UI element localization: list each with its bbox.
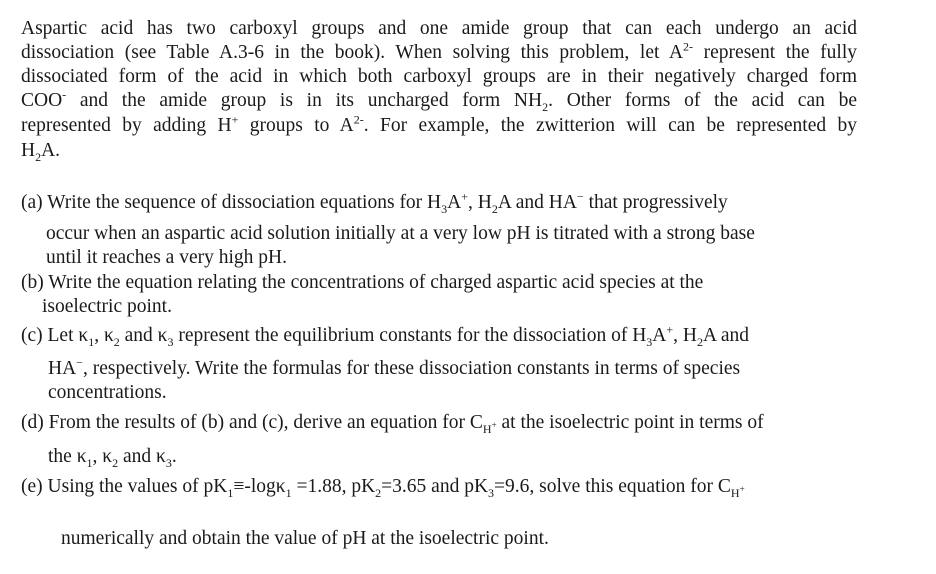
part-c-text: HA — [48, 358, 77, 379]
part-d-text: . — [171, 446, 177, 467]
part-c-line-2 — [48, 355, 741, 380]
intro-text: . Other forms of the acid can be — [548, 90, 857, 111]
superscript-plus: + — [491, 419, 497, 430]
part-c-text: , κ — [94, 325, 114, 346]
part-d-line-2 — [48, 446, 177, 468]
intro-text: dissociation (see Table A.3-6 in the book). When solving this problem, let A — [21, 42, 684, 63]
part-c-text: A — [652, 325, 667, 346]
subscript — [730, 483, 745, 500]
intro-text: . For example, the zwitterion will can be represented by — [363, 115, 857, 136]
part-e-text: numerically and obtain the value of pH at the isoelectric point. — [61, 528, 549, 549]
part-e-line-2 — [61, 528, 549, 550]
part-c-text: and κ — [119, 325, 168, 346]
subscript: 3 — [167, 334, 174, 349]
intro-text: groups to A — [238, 115, 354, 136]
subscript: 2 — [35, 149, 42, 164]
subscript: 2 — [375, 485, 382, 500]
intro-line-5 — [21, 112, 857, 137]
subscript: 2 — [697, 334, 703, 349]
part-d-text: at the isoelectric point in terms of — [496, 412, 764, 433]
intro-text: Aspartic acid has two carboxyl groups and one amide group that can each undergo an acid — [21, 18, 857, 39]
part-e-text: ≡-logκ — [233, 476, 286, 497]
part-a-line-3 — [46, 247, 287, 269]
part-e-text: (e) Using the values of pK — [21, 476, 228, 497]
part-e-line-1 — [21, 476, 745, 498]
intro-line-3 — [21, 66, 857, 88]
part-a-text: occur when an aspartic acid solution initially at a very low pH is titrated with a strong base — [46, 223, 755, 244]
intro-line-4 — [21, 87, 857, 114]
subscript: 1 — [285, 485, 292, 500]
part-d-text: the κ — [48, 446, 87, 467]
subscript-h: H — [482, 421, 492, 436]
superscript: − — [576, 189, 584, 204]
superscript: + — [666, 322, 674, 337]
superscript: - — [62, 87, 67, 102]
part-a-text: A and HA — [497, 192, 577, 213]
part-c-line-1 — [21, 322, 750, 349]
subscript — [482, 419, 497, 436]
intro-text: represented by adding H — [21, 115, 232, 136]
part-a-text: (a) Write the sequence of dissociation equations for H — [21, 192, 442, 213]
part-c-text: (c) Let κ — [21, 325, 89, 346]
part-e-text: =1.88, pK — [291, 476, 376, 497]
part-c-text: , H — [673, 325, 697, 346]
subscript: 2 — [542, 99, 549, 114]
part-a-line-1 — [21, 189, 728, 216]
part-e-text: =9.6, solve this equation for C — [494, 476, 731, 497]
part-c-line-3 — [48, 382, 167, 404]
intro-text: A. — [41, 140, 61, 161]
superscript: 2- — [683, 39, 694, 54]
part-b-text: (b) Write the equation relating the concentrations of charged aspartic acid species at the — [21, 272, 704, 293]
part-a-text: A — [447, 192, 462, 213]
part-b-line-1 — [21, 272, 703, 294]
intro-text: dissociated form of the acid in which both carboxyl groups are in their negatively charged form — [21, 66, 857, 87]
intro-line-2 — [21, 39, 857, 64]
subscript: 2 — [112, 455, 119, 470]
part-a-text: , H — [468, 192, 492, 213]
part-d-line-1 — [21, 412, 764, 434]
subscript: 3 — [441, 201, 448, 216]
part-a-text: that progressively — [583, 192, 728, 213]
superscript: − — [76, 355, 83, 370]
subscript: 2 — [113, 334, 120, 349]
superscript: + — [231, 112, 239, 127]
subscript: 3 — [646, 334, 653, 349]
intro-text: represent the fully — [693, 42, 857, 63]
part-b-line-2 — [42, 296, 172, 318]
superscript: + — [461, 189, 469, 204]
part-d-text: and κ — [118, 446, 166, 467]
intro-text: COO — [21, 90, 63, 111]
intro-line-6 — [21, 140, 60, 162]
subscript: 2 — [491, 201, 498, 216]
subscript: 1 — [88, 334, 95, 349]
part-c-text: , respectively. Write the formulas for these dissociation constants in terms of species — [82, 358, 741, 379]
part-c-text: A and — [703, 325, 750, 346]
part-e-text: =3.65 and pK — [381, 476, 489, 497]
part-c-text: concentrations. — [48, 382, 167, 403]
superscript-plus: + — [739, 483, 745, 494]
part-a-line-2 — [46, 223, 755, 245]
intro-text: H — [21, 140, 36, 161]
part-d-text: (d) From the results of (b) and (c), derive an equation for C — [21, 412, 483, 433]
subscript: 1 — [86, 455, 93, 470]
superscript: 2- — [353, 112, 364, 127]
part-b-text: isoelectric point. — [42, 296, 172, 317]
part-c-text: represent the equilibrium constants for the dissociation of H — [173, 325, 647, 346]
subscript: 3 — [488, 485, 495, 500]
subscript: 1 — [227, 485, 234, 500]
intro-line-1 — [21, 18, 857, 40]
part-d-text: , κ — [92, 446, 113, 467]
subscript-h: H — [730, 485, 740, 500]
intro-text: and the amide group is in its uncharged form NH — [66, 90, 543, 111]
subscript: 3 — [165, 455, 172, 470]
part-a-text: until it reaches a very high pH. — [46, 247, 287, 268]
